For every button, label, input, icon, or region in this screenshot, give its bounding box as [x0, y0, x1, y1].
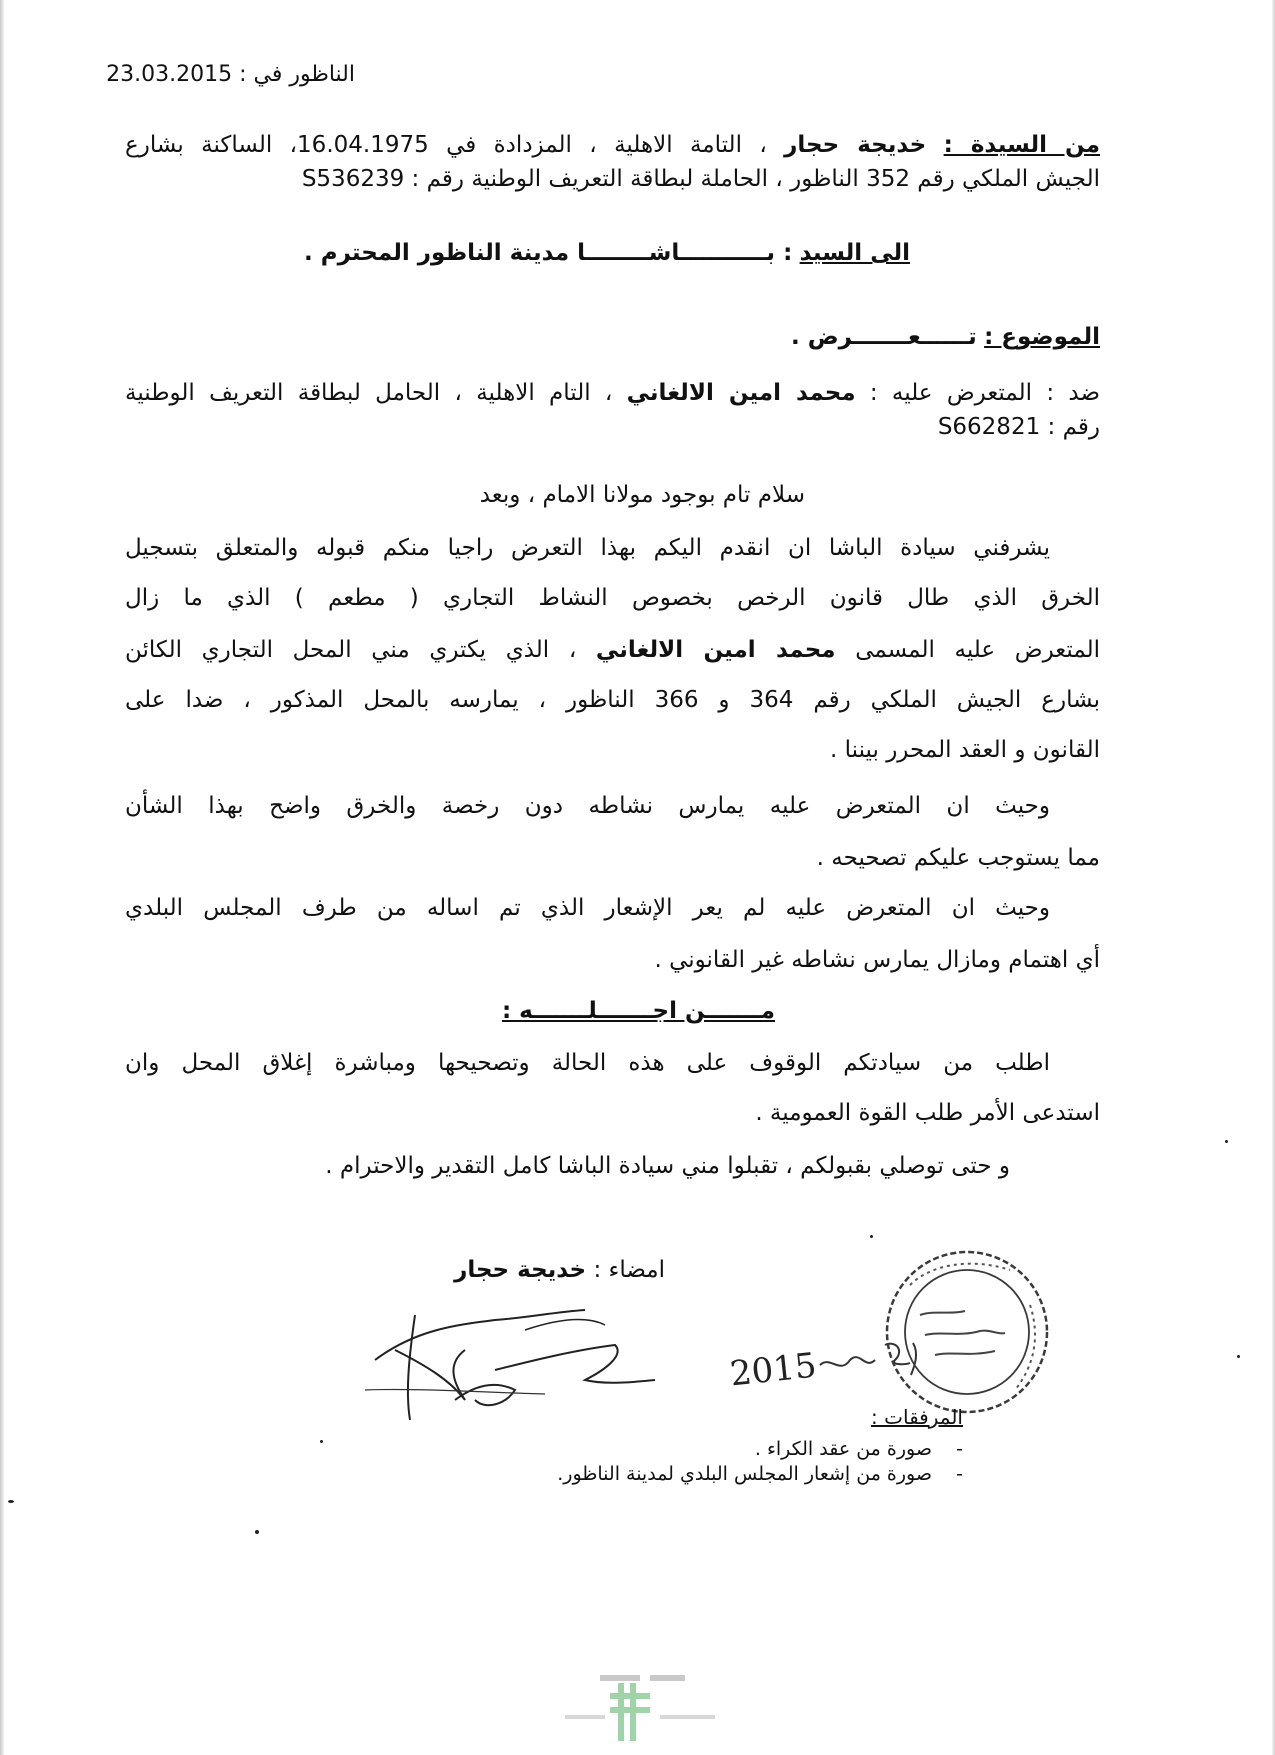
section-heading: مـــــــن اجـــــــلـــــــه : [501, 998, 775, 1024]
attachment-item [755, 1438, 963, 1460]
scan-speck [1237, 1355, 1240, 1358]
body-p1-line-3-a: المتعرض عليه المسمى [855, 637, 1101, 663]
attachments-title [871, 1405, 963, 1429]
sender-line-1 [125, 132, 1100, 160]
handwritten-signature [355, 1290, 685, 1440]
signature-name: خديجة حجار [454, 1257, 587, 1283]
watermark-logo [560, 1655, 730, 1750]
attachments-title-text: المرفقات : [871, 1405, 963, 1429]
sender-name: خديجة حجار [784, 132, 927, 158]
sender-details: ، التامة الاهلية ، المزدادة في 16.04.1975، الساكنة بشارع [125, 132, 767, 158]
body-p3-line-1: وحيث ان المتعرض عليه لم يعر الإشعار الذي تم اساله من طرف المجلس البلدي [125, 895, 1050, 921]
recipient-line [300, 240, 910, 268]
signature-line [454, 1257, 665, 1283]
body-p1-line-1: يشرفني سيادة الباشا ان انقدم اليكم بهذا التعرض راجيا منكم قبوله والمتعلق بتسجيل [125, 535, 1050, 561]
body-p1-line-3-b: ، الذي يكتري مني المحل التجاري الكائن [125, 637, 577, 663]
scan-speck [8, 1500, 14, 1503]
body-p1-line-4: بشارع الجيش الملكي رقم 364 و 366 الناظور ، يمارسه بالمحل المذكور ، ضدا على [125, 687, 1100, 713]
body-p1-line-3-name: محمد امين الالغاني [595, 637, 836, 663]
scan-speck [1225, 1140, 1228, 1143]
closing-line: و حتى توصلي بقبولكم ، تقبلوا مني سيادة الباشا كامل التقدير والاحترام . [325, 1153, 1010, 1179]
recipient-label: الى السيد [799, 240, 910, 266]
against-prefix: ضد : المتعرض عليه : [869, 380, 1101, 406]
body-p1-line-2: الخرق الذي طال قانون الرخص بخصوص النشاط التجاري ( مطعم ) الذي ما زال [125, 585, 1100, 611]
scan-speck [870, 1235, 873, 1238]
attachment-bullet: - [931, 1438, 963, 1460]
body-p2-line-1: وحيث ان المتعرض عليه يمارس نشاطه دون رخصة والخرق واضح بهذا الشأن [125, 793, 1050, 819]
subject-line [130, 324, 1100, 352]
attachment-text: صورة من عقد الكراء . [754, 1438, 932, 1460]
body-p1-line-5: القانون و العقد المحرر بيننا . [830, 737, 1100, 763]
body-p4-line-1: اطلب من سيادتكم الوقوف على هذه الحالة وتصحيحها ومباشرة إغلاق المحل وان [125, 1050, 1050, 1076]
against-details: ، التام الاهلية ، الحامل لبطاقة التعريف الوطنية [125, 380, 613, 406]
against-line-2: رقم : S662821 [937, 414, 1100, 440]
body-p1-line-3 [125, 637, 1100, 665]
against-name: محمد امين الالغاني [626, 380, 856, 406]
signature-label: امضاء : [593, 1257, 665, 1283]
body-p2-line-2: مما يستوجب عليكم تصحيحه . [816, 845, 1100, 871]
handwritten-date: 2015 [728, 1345, 819, 1395]
scan-speck [255, 1530, 259, 1534]
attachment-bullet: - [931, 1463, 963, 1485]
greeting: سلام تام بوجود مولانا الامام ، وبعد [479, 482, 805, 508]
subject-text: تــــــعـــــــرض . [790, 324, 977, 350]
place-date: الناظور في : 23.03.2015 [106, 62, 355, 87]
scan-speck [320, 1440, 323, 1443]
attachment-text: صورة من إشعار المجلس البلدي لمدينة الناظور. [557, 1463, 932, 1485]
attachment-item [557, 1463, 963, 1485]
subject-label: الموضوع : [984, 324, 1100, 350]
recipient-title: : بـــــــــــاشــــــــا مدينة الناظور المحترم . [303, 240, 793, 266]
sender-label: من السيدة : [943, 132, 1100, 158]
against-line-1 [125, 380, 1100, 408]
sender-line-2: الجيش الملكي رقم 352 الناظور ، الحاملة لبطاقة التعريف الوطنية رقم : S536239 [301, 166, 1100, 192]
scan-left-edge [0, 0, 4, 1755]
body-p3-line-2: أي اهتمام ومازال يمارس نشاطه غير القانوني . [654, 947, 1100, 973]
body-p4-line-2: استدعى الأمر طلب القوة العمومية . [755, 1100, 1100, 1126]
official-stamp [880, 1245, 1055, 1420]
